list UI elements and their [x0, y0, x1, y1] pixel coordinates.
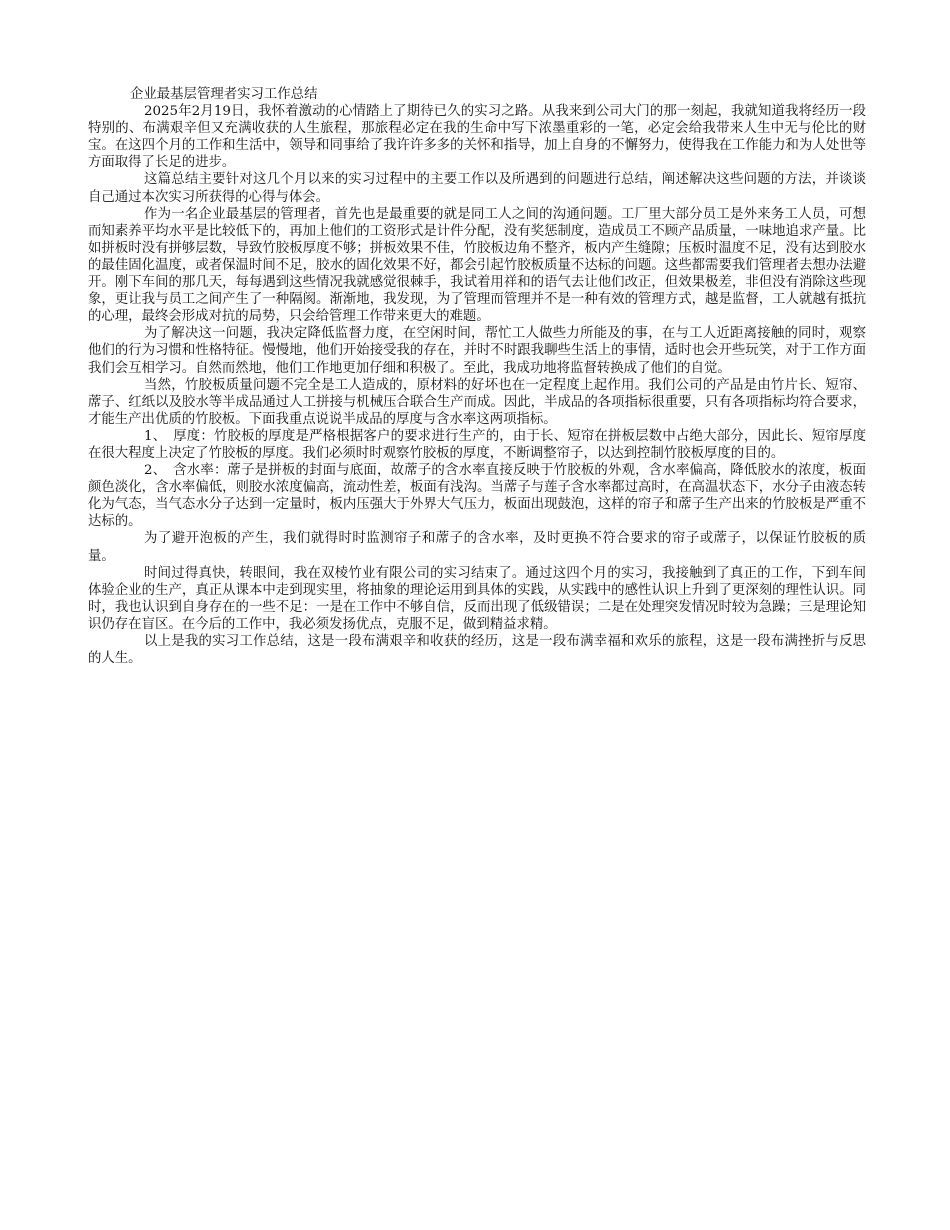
document-title: 企业最基层管理者实习工作总结	[130, 87, 318, 102]
paragraph-thickness: 1、 厚度：竹胶板的厚度是严格根据客户的要求进行生产的，由于长、短帘在拼板层数中占绝大部分，因此长、短帘厚度在很大程度上决定了竹胶板的厚度。我们必须时时观察竹胶板的厚度，不断调整帘子，以达到控制竹胶板厚度的目的。	[88, 428, 866, 461]
paragraph-intro: 2025年2月19日，我怀着激动的心情踏上了期待已久的实习之路。从我来到公司大门的那一刻起，我就知道我将经历一段特别的、布满艰辛但又充满收获的人生旅程，那旅程必定在我的生命中写下浓墨重彩的一笔，必定会给我带来人生中无与伦比的财宝。在这四个月的工作和生活中，领导和同事给了我许许多多的关怀和指导，加上自身的不懈努力，使得我在工作能力和为人处世等方面取得了长足的进步。	[88, 104, 866, 171]
document-page	[88, 86, 866, 667]
paragraph-solution: 为了解决这一问题，我决定降低监督力度，在空闲时间，帮忙工人做些力所能及的事，在与工人近距离接触的同时，观察他们的行为习惯和性格特征。慢慢地，他们开始接受我的存在，并时不时跟我聊些生活上的事情，适时也会开些玩笑，对于工作方面我们会互相学习。自然而然地，他们工作地更加仔细和积极了。至此，我成功地将监督转换成了他们的自觉。	[88, 326, 866, 376]
paragraph-monitoring: 为了避开泡板的产生，我们就得时时监测帘子和蓆子的含水率，及时更换不符合要求的帘子或蓆子，以保证竹胶板的质量。	[88, 531, 866, 564]
paragraph-moisture: 2、 含水率：蓆子是拼板的封面与底面，故蓆子的含水率直接反映于竹胶板的外观，含水率偏高，降低胶水的浓度，板面颜色淡化，含水率偏低，则胶水浓度偏高，流动性差，板面有浅沟。当蓆子与莲子含水率都过高时，在高温状态下，水分子由液态转化为气态，当气态水分子达到一定量时，板内压强大于外界大气压力，板面出现鼓泡，这样的帘子和蓆子生产出来的竹胶板是严重不达标的。	[88, 463, 866, 530]
paragraph-overview: 这篇总结主要针对这几个月以来的实习过程中的主要工作以及所遇到的问题进行总结，阐述解决这些问题的方法，并谈谈自己通过本次实习所获得的心得与体会。	[88, 172, 866, 205]
paragraph-conclusion: 以上是我的实习工作总结，这是一段布满艰辛和收获的经历，这是一段布满幸福和欢乐的旅程，这是一段布满挫折与反思的人生。	[88, 634, 866, 667]
paragraph-reflection: 时间过得真快，转眼间，我在双棱竹业有限公司的实习结束了。通过这四个月的实习，我接触到了真正的工作，下到车间体验企业的生产，真正从课本中走到现实里，将抽象的理论运用到具体的实践，从实践中的感性认识上升到了更深刻的理性认识。同时，我也认识到自身存在的一些不足：一是在工作中不够自信，反而出现了低级错误；二是在处理突发情况时较为急躁；三是理论知识仍存在盲区。在今后的工作中，我必须发扬优点，克服不足，做到精益求精。	[88, 565, 866, 632]
paragraph-communication: 作为一名企业最基层的管理者，首先也是最重要的就是同工人之间的沟通问题。工厂里大部分员工是外来务工人员，可想而知素养平均水平是比较低下的，再加上他们的工资形式是计件分配，没有奖惩制度，造成员工不顾产品质量，一味地追求产量。比如拼板时没有拼够层数，导致竹胶板厚度不够；拼板效果不佳，竹胶板边角不整齐，板内产生缝隙；压板时温度不足，没有达到胶水的最佳固化温度，或者保温时间不足，胶水的固化效果不好，都会引起竹胶板质量不达标的问题。这些都需要我们管理者去想办法避开。刚下车间的那几天，每每遇到这些情况我就感觉很棘手，我试着用祥和的语气去让他们改正，但效果极差，非但没有消除这些现象，更让我与员工之间产生了一种隔阂。渐渐地，我发现，为了管理而管理并不是一种有效的管理方式，越是监督，工人就越有抵抗的心理，最终会形成对抗的局势，只会给管理工作带来更大的难题。	[88, 206, 866, 325]
paragraph-materials: 当然，竹胶板质量问题不完全是工人造成的，原材料的好坏也在一定程度上起作用。我们公司的产品是由竹片长、短帘、蓆子、红纸以及胶水等半成品通过人工拼接与机械压合联合生产而成。因此，半成品的各项指标很重要，只有各项指标均符合要求，才能生产出优质的竹胶板。下面我重点说说半成品的厚度与含水率这两项指标。	[88, 377, 866, 427]
